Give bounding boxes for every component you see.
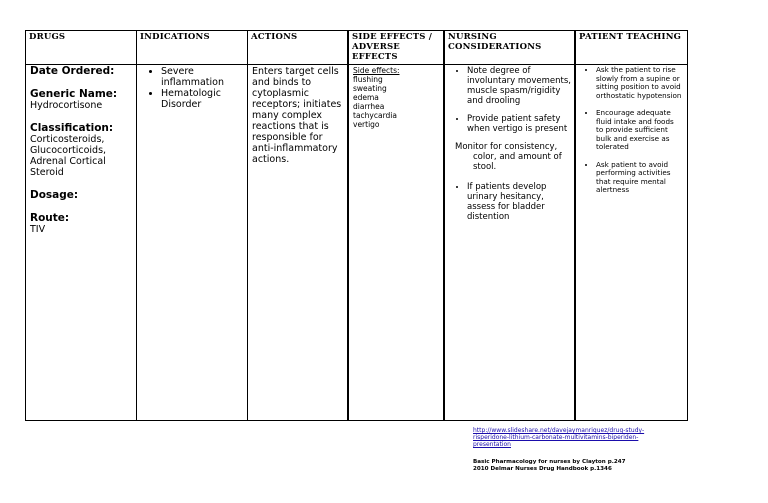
teaching-item: • Ask patient to avoid performing activities that require mental alertness bbox=[596, 161, 683, 195]
header-teaching: PATIENT TEACHING bbox=[579, 32, 682, 42]
side-effect-item: edema bbox=[353, 93, 379, 102]
nursing-item: • Note degree of involuntary movements, muscle spasm/rigidity and drooling bbox=[467, 66, 572, 106]
header-nursing: NURSING CONSIDERATIONS bbox=[448, 32, 542, 52]
side-effects-title: Side effects: bbox=[353, 66, 400, 75]
side-effects-cell bbox=[349, 66, 445, 420]
header-actions: ACTIONS bbox=[251, 32, 298, 42]
side-effect-item: vertigo bbox=[353, 120, 380, 129]
header-drugs: DRUGS bbox=[29, 32, 66, 42]
classification-value: Corticosteroids, Glucocorticoids, Adrenal Cortical Steroid bbox=[30, 134, 107, 178]
generic-name-value: Hydrocortisone bbox=[30, 100, 103, 111]
dosage-label: Dosage: bbox=[30, 189, 79, 201]
drug-study-table bbox=[25, 30, 688, 421]
route-value: TIV bbox=[30, 224, 46, 235]
reference-book-1: Basic Pharmacology for nurses by Clayton p.247 bbox=[473, 459, 626, 465]
reference-link[interactable]: http://www.slideshare.net/davejaymanriquez/drug-study-risperidone-lithium-carbonate-multivitamins-biperiden-presentation bbox=[473, 427, 645, 448]
indication-item: • Hematologic Disorder bbox=[161, 88, 244, 110]
classification-label: Classification: bbox=[30, 122, 114, 134]
generic-name-label: Generic Name: bbox=[30, 88, 118, 100]
header-indications: INDICATIONS bbox=[140, 32, 210, 42]
teaching-cell bbox=[576, 66, 687, 420]
nursing-cell bbox=[445, 66, 576, 420]
indications-cell bbox=[137, 66, 248, 420]
nursing-monitor-line2: color, and amount of stool. bbox=[473, 152, 562, 172]
actions-cell bbox=[248, 66, 349, 420]
side-effect-item: sweating bbox=[353, 84, 387, 93]
date-ordered-label: Date Ordered: bbox=[30, 65, 115, 77]
actions-text: Enters target cells and binds to cytoplasmic receptors; initiates many complex reactions that is responsible for anti-inflammatory actions. bbox=[252, 66, 342, 165]
nursing-monitor-line1: Monitor for consistency, bbox=[455, 142, 558, 152]
route-label: Route: bbox=[30, 212, 70, 224]
nursing-item: • Provide patient safety when vertigo is present bbox=[467, 114, 572, 134]
nursing-monitor bbox=[449, 142, 572, 172]
teaching-item: • Ask the patient to rise slowly from a supine or sitting position to avoid orthostatic hypotension bbox=[596, 66, 683, 100]
side-effect-item: diarrhea bbox=[353, 102, 385, 111]
references bbox=[473, 427, 673, 473]
nursing-item: • If patients develop urinary hesitancy, assess for bladder distention bbox=[467, 182, 572, 222]
side-effect-item: flushing bbox=[353, 75, 383, 84]
drug-info-cell bbox=[26, 66, 137, 420]
header-side-effects: SIDE EFFECTS / ADVERSE EFFECTS bbox=[352, 32, 433, 62]
teaching-item: • Encourage adequate fluid intake and foods to provide sufficient bulk and exercise as tolerated bbox=[596, 109, 683, 152]
reference-book-2: 2010 Delmar Nurses Drug Handbook p.1346 bbox=[473, 466, 612, 472]
side-effect-item: tachycardia bbox=[353, 111, 397, 120]
indication-item: • Severe inflammation bbox=[161, 66, 244, 88]
